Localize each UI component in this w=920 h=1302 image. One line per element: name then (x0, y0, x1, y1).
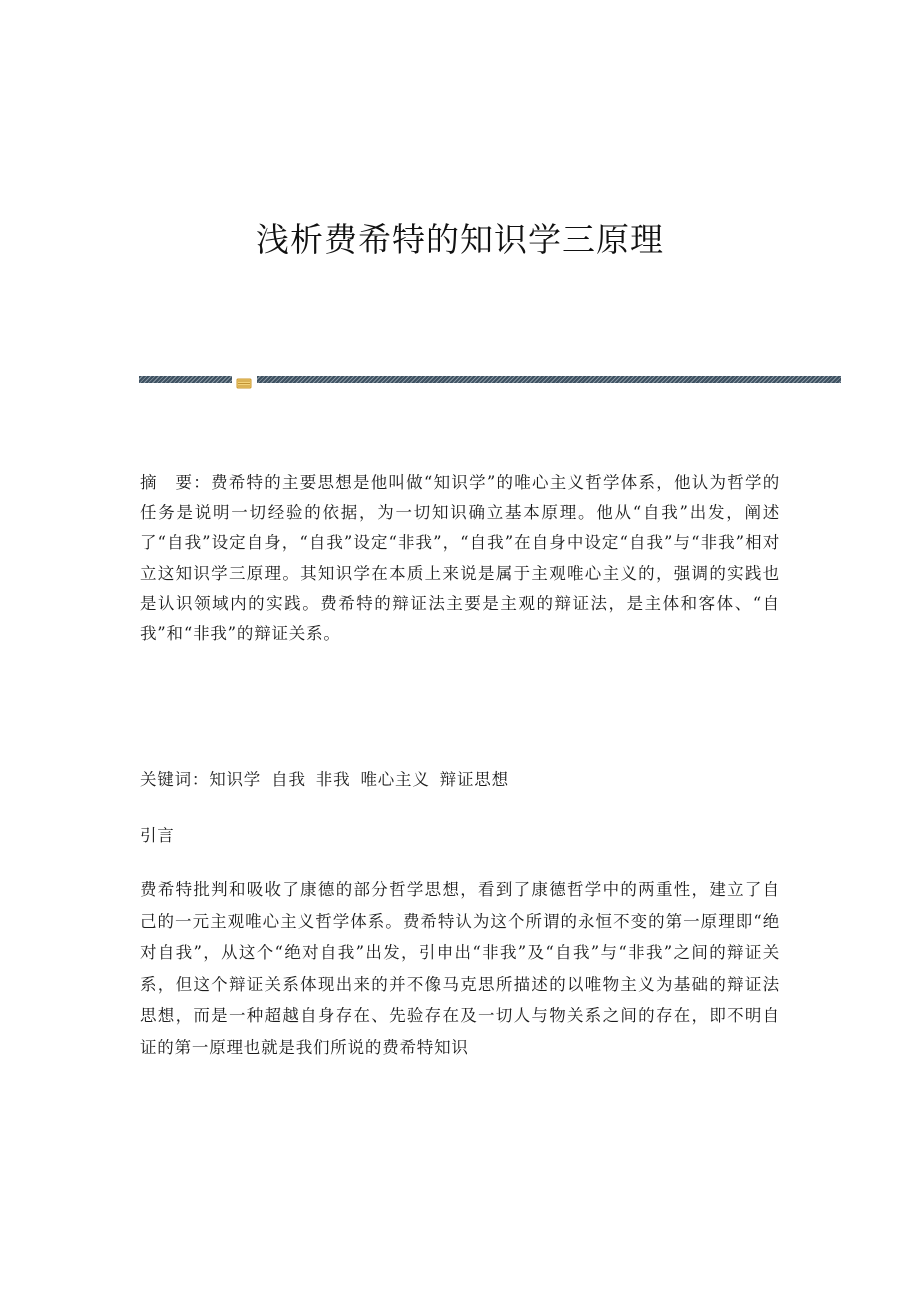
title-divider (139, 374, 841, 386)
keywords-text: 知识学 自我 非我 唯心主义 辩证思想 (209, 770, 509, 789)
keywords-line (140, 764, 780, 795)
page-title: 浅析费希特的知识学三原理 (256, 220, 664, 259)
abstract-label: 摘 要： (140, 473, 211, 492)
divider-bar-left (139, 376, 232, 383)
abstract-text: 费希特的主要思想是他叫做“知识学”的唯心主义哲学体系，他认为哲学的任务是说明一切经验的依据，为一切知识确立基本原理。他从“自我”出发，阐述了“自我”设定自身，“自我”设定“非我”，“自我”在自身中设定“自我”与“非我”相对立这知识学三原理。其知识学在本质上来说是属于主观唯心主义的，强调的实践也是认识领域内的实践。费希特的辩证法主要是主观的辩证法，是主体和客体、“自我”和“非我”的辩证关系。 (140, 473, 780, 644)
abstract-paragraph (140, 468, 780, 649)
intro-heading: 引言 (140, 826, 175, 845)
body-paragraph: 费希特批判和吸收了康德的部分哲学思想，看到了康德哲学中的两重性，建立了自己的一元主观唯心主义哲学体系。费希特认为这个所谓的永恒不变的第一原理即“绝对自我”，从这个“绝对自我”出发，引申出“非我”及“自我”与“非我”之间的辩证关系，但这个辩证关系体现出来的并不像马克思所描述的以唯物主义为基础的辩证法思想，而是一种超越自身存在、先验存在及一切人与物关系之间的存在，即不明自证的第一原理也就是我们所说的费希特知识 (140, 880, 780, 1057)
divider-bar-right (257, 376, 841, 383)
keywords-label: 关键词： (140, 770, 210, 789)
envelope-ornament-icon (236, 374, 252, 385)
